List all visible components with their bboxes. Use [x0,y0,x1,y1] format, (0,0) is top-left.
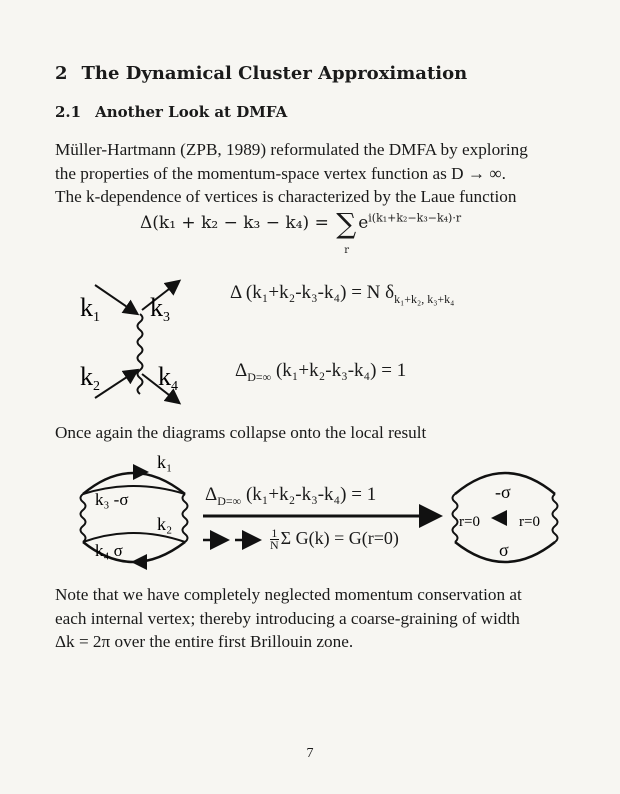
label-k3: k3 [150,293,170,325]
laue-exponent: i(k₁+k₂−k₃−k₄)·r [368,211,462,225]
laue-lhs: Δ(k₁ + k₂ − k₃ − k₄) = [140,213,329,233]
collapse-diagram [65,452,565,577]
label-k3-minus-sigma: k₃ -σ [95,490,129,509]
label-k4-sigma: k₄ σ [95,541,123,560]
paragraph-line: The k-dependence of vertices is characterized by the Laue function [55,187,517,206]
vertex-diagram [60,270,200,410]
collapse-paragraph: Once again the diagrams collapse onto the local result [55,423,427,442]
label-r0-right: r=0 [519,514,540,530]
laue-equation [140,207,462,256]
subsection-number: 2.1 [55,103,82,121]
label-minus-sigma: -σ [495,482,511,502]
sum-symbol: ∑ [336,207,357,240]
label-r0-left: r=0 [459,514,480,530]
left-wiggle2 [183,494,188,542]
interaction-wiggle [138,314,143,394]
page-number: 7 [306,746,314,761]
label-k4: k4 [158,362,178,394]
intro-paragraph [55,138,565,209]
paragraph-line: Müller-Hartmann (ZPB, 1989) reformulated the DMFA by exploring [55,140,528,159]
label-sigma: σ [499,540,509,560]
label-k1: k1 [80,293,100,325]
paragraph-line: Δk = 2π over the entire first Brillouin zone. [55,632,354,651]
collapse-bottom-equation: $\frac{1}{N}$ Σ G(k) = G(r=0) [270,526,399,553]
subsection-title: Another Look at DMFA [95,103,288,121]
subsection-heading [55,103,287,121]
laue-identity-equation: Δ (k₁+k₂-k₃-k₄) = N $\delta_{k_1+k_2, k_3+k_4}$ [230,282,455,306]
sum-index: r [344,245,349,256]
left-wiggle [81,494,86,542]
k2-arrow [95,371,136,398]
k1-arrow [95,285,136,313]
infinite-d-equation: $\Delta_{D=\infty}$ (k₁+k₂-k₃-k₄) = 1 [235,360,407,384]
label-k2: k2 [80,362,100,394]
label-k2: k₂ [157,514,173,534]
laue-base: e [358,213,369,233]
section-title: The Dynamical Cluster Approximation [81,63,468,84]
paragraph-line: each internal vertex; thereby introducing a coarse-graining of width [55,608,520,628]
paragraph-line: Note that we have completely neglected momentum conservation at [55,585,522,604]
conclusion-paragraph [55,583,565,654]
section-heading [55,63,467,84]
paragraph-line: the properties of the momentum-space vertex function as D → ∞. [55,163,506,183]
label-k1: k₁ [157,452,173,472]
section-number: 2 [55,63,68,84]
collapse-top-equation: $\Delta_{D=\infty}$ (k₁+k₂-k₃-k₄) = 1 [205,484,377,508]
